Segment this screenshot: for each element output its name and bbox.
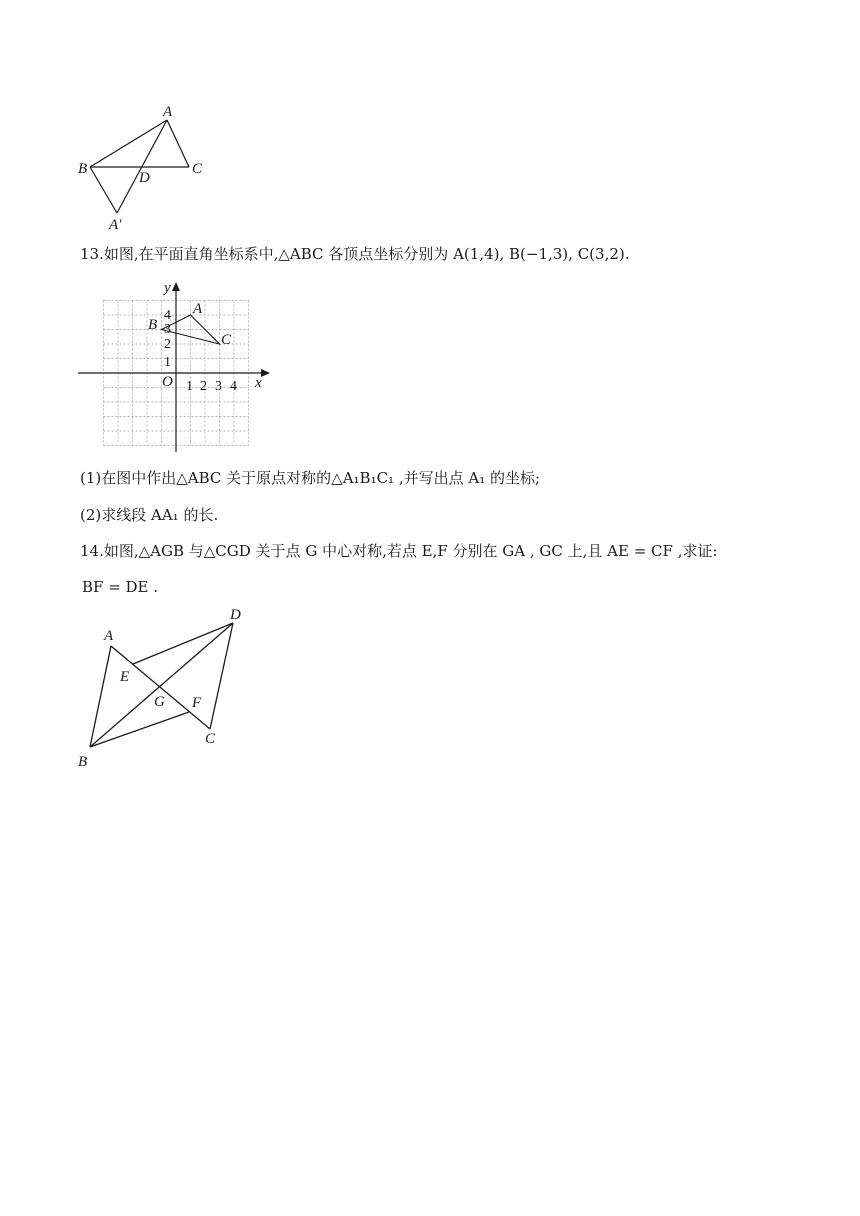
x-tick-4: 4	[230, 379, 237, 394]
label-G: G	[154, 694, 165, 710]
label-D: D	[139, 170, 150, 186]
label-A-prime: A′	[109, 217, 122, 233]
point-label-C: C	[221, 332, 232, 348]
y-tick-2: 2	[164, 337, 171, 352]
label-F: F	[192, 695, 202, 711]
origin-label: O	[162, 374, 173, 390]
y-tick-4: 4	[164, 308, 171, 323]
segment-AB	[90, 120, 167, 167]
label-A: A	[163, 104, 173, 120]
segment-DE	[133, 623, 233, 664]
q13-text: 13.如图,在平面直角坐标系中,△ABC 各顶点坐标分别为 A(1,4), B(−1,3), C(3,2).	[80, 245, 630, 263]
y-tick-3: 3	[164, 322, 171, 337]
segment-DC	[210, 623, 233, 729]
q14-text: 14.如图,△AGB 与△CGD 关于点 G 中心对称,若点 E,F 分别在 GA , GC 上,且 AE = CF ,求证:	[80, 542, 718, 560]
x-tick-2: 2	[200, 379, 207, 394]
label-A: A	[104, 628, 114, 644]
x-tick-3: 3	[215, 379, 222, 394]
label-D: D	[230, 607, 241, 623]
label-B: B	[78, 754, 88, 770]
x-tick-1: 1	[186, 379, 193, 394]
y-axis-label: y	[164, 280, 171, 296]
segment-AC	[167, 120, 189, 167]
y-axis-arrow	[172, 282, 180, 291]
figure-triangle-rotation	[76, 100, 216, 235]
label-C: C	[205, 731, 216, 747]
label-E: E	[120, 669, 130, 685]
x-axis-arrow	[261, 369, 270, 377]
point-label-B: B	[148, 317, 158, 333]
segment-BF	[90, 712, 189, 747]
q14-text-line2: BF = DE .	[82, 578, 159, 596]
label-B: B	[78, 161, 88, 177]
x-axis-label: x	[255, 375, 262, 391]
point-label-A: A	[193, 301, 203, 317]
q13-part2: (2)求线段 AA₁ 的长.	[80, 506, 219, 524]
y-tick-1: 1	[164, 355, 171, 370]
segment-BA-prime	[90, 167, 117, 213]
label-C: C	[192, 161, 203, 177]
figure-central-symmetry	[72, 600, 262, 775]
q13-part1: (1)在图中作出△ABC 关于原点对称的△A₁B₁C₁ ,并写出点 A₁ 的坐标;	[80, 469, 541, 487]
coordinate-grid-figure	[78, 280, 278, 458]
